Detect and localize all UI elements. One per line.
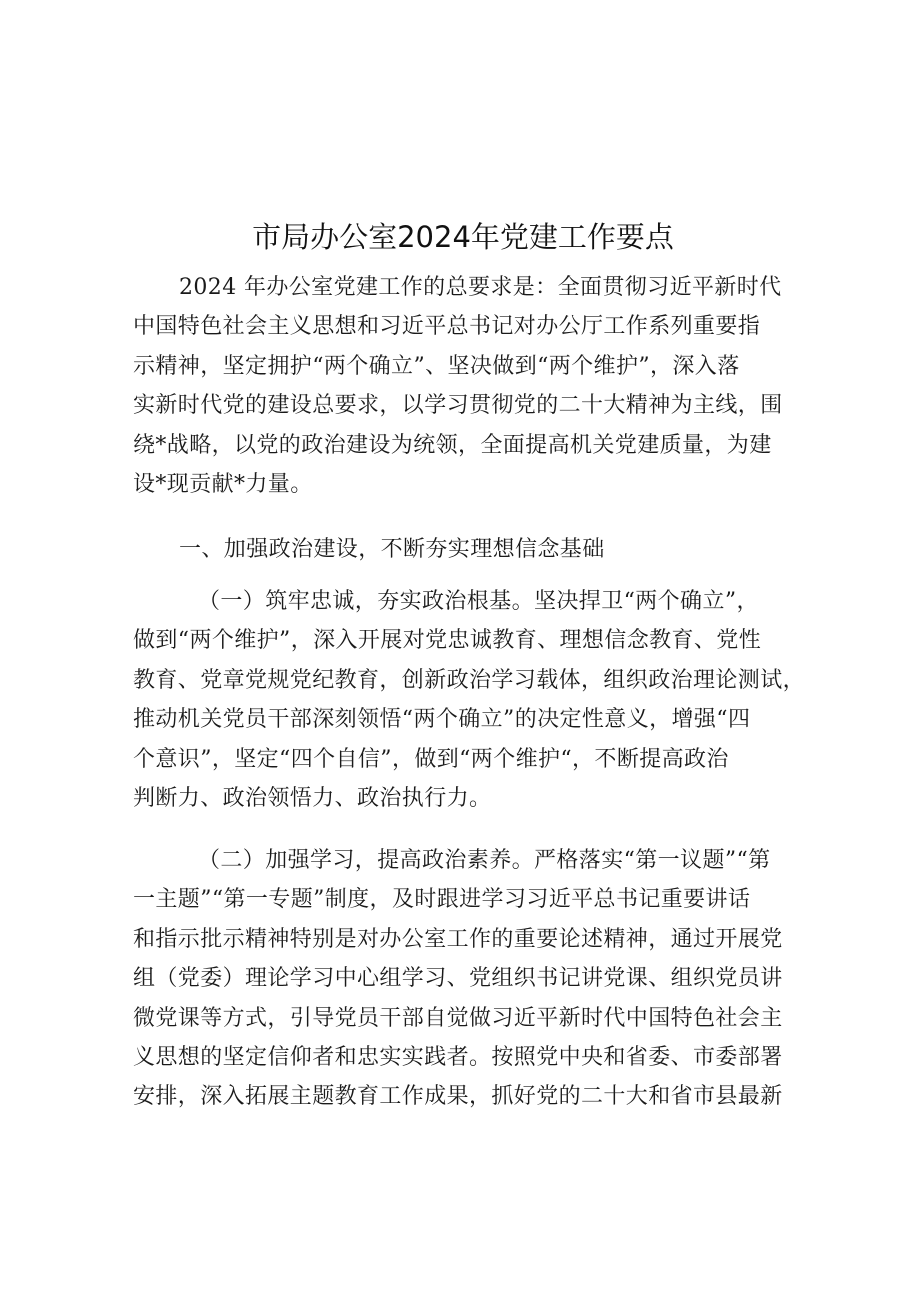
- paragraph-2: [133, 841, 796, 1117]
- para2-line: 安排，深入拓展主题教育工作成果，抓好党的二十大和省市县最新: [133, 1084, 783, 1110]
- section1-heading: 一、加强政治建设，不断夯实理想信念基础: [179, 537, 605, 562]
- intro-line: 实新时代党的建设总要求，以学习贯彻党的二十大精神为主线，围: [133, 393, 783, 419]
- intro-line: 示精神，坚定拥护“两个确立”、坚决做到“两个维护”，深入落: [133, 353, 740, 379]
- para2-line: 组（党委）理论学习中心组学习、党组织书记讲党课、组织党员讲: [133, 966, 783, 992]
- para1-line: 个意识”，坚定“四个自信”，做到“两个维护“，不断提高政治: [133, 746, 729, 772]
- para1-line: 判断力、政治领悟力、政治执行力。: [133, 785, 492, 811]
- intro-line: 设*现贡献*力量。: [133, 471, 313, 497]
- para1-line: （一）筑牢忠诚，夯实政治根基。坚决捍卫“两个确立”，: [198, 589, 759, 614]
- para1-line: 做到“两个维护”，深入开展对党忠诚教育、理想信念教育、党性: [133, 628, 762, 654]
- intro-paragraph: [133, 268, 796, 504]
- para2-line: （二）加强学习，提高政治素养。严格落实“第一议题”“第: [198, 848, 771, 873]
- section-heading: [133, 530, 796, 569]
- intro-line: 绕*战略，以党的政治建设为统领，全面提高机关党建质量，为建: [133, 432, 772, 458]
- paragraph-1: [133, 582, 806, 818]
- para1-line: 教育、党章党规党纪教育，创新政治学习载体，组织政治理论测试，: [133, 667, 806, 693]
- para2-line: 微党课等方式，引导党员干部自觉做习近平新时代中国特色社会主: [133, 1005, 783, 1031]
- para2-line: 和指示批示精神特别是对办公室工作的重要论述精神，通过开展党: [133, 926, 783, 952]
- intro-line: 2024 年办公室党建工作的总要求是：全面贯彻习近平新时代: [179, 275, 782, 300]
- document-title: 市局办公室2024年党建工作要点: [252, 220, 674, 254]
- para2-line: 一主题”“第一专题”制度，及时跟进学习习近平总书记重要讲话: [133, 887, 751, 913]
- para1-line: 推动机关党员干部深刻领悟“两个确立”的决定性意义，增强“四: [133, 707, 751, 733]
- intro-line: 中国特色社会主义思想和习近平总书记对办公厅工作系列重要指: [133, 314, 761, 340]
- para2-line: 义思想的坚定信仰者和忠实实践者。按照党中央和省委、市委部署: [133, 1044, 783, 1070]
